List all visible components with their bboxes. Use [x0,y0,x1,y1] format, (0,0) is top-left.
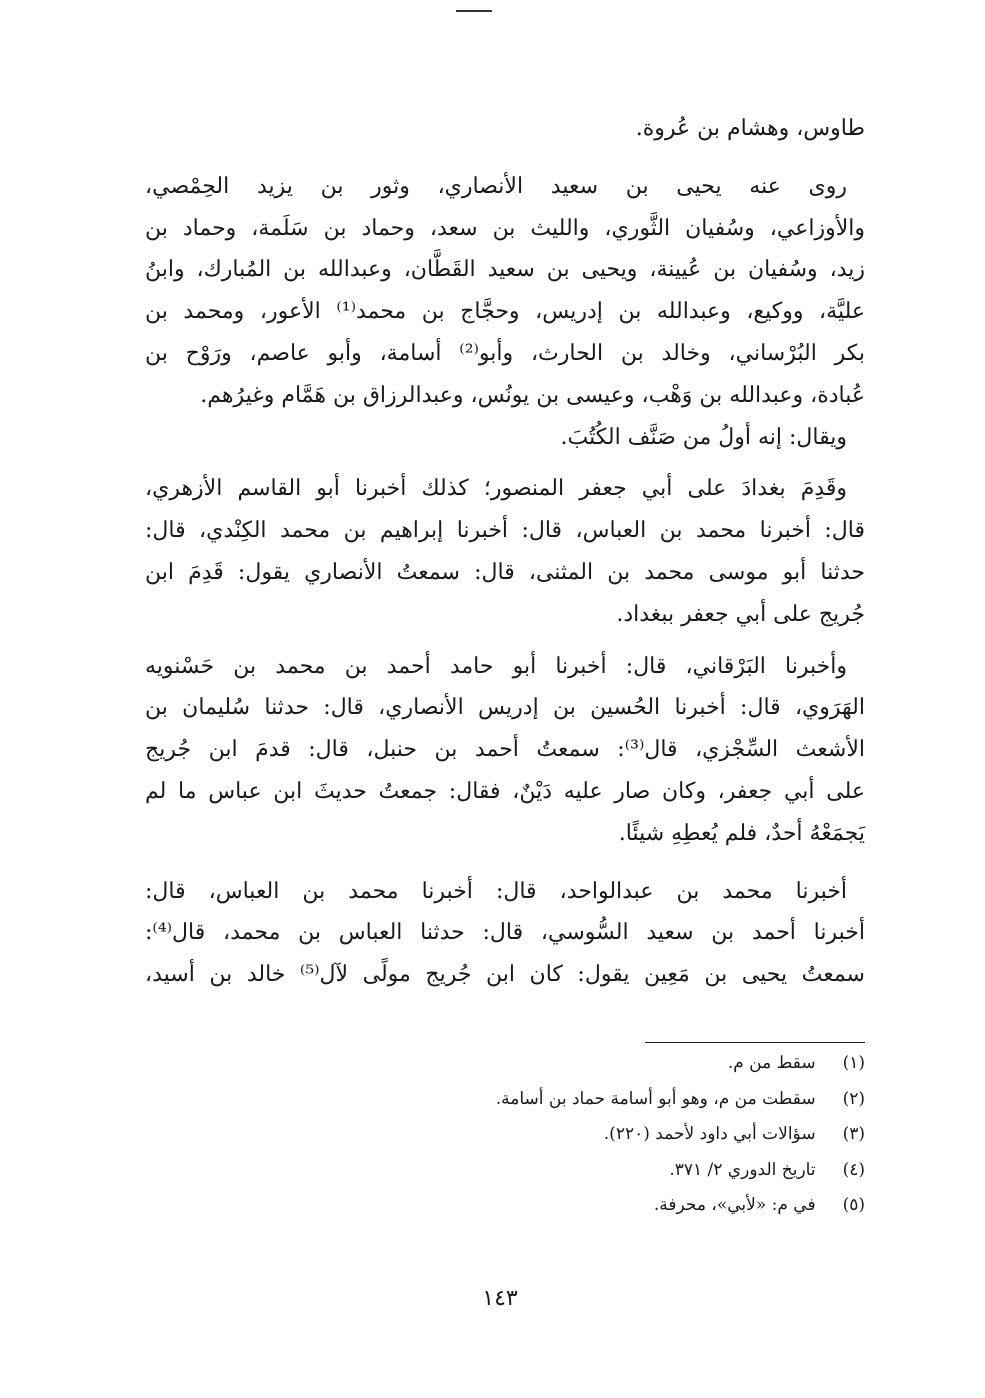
footnote-text: سقط من م. [727,1053,816,1073]
footnote-number: (٢) [842,1088,865,1109]
footnote-number: (٤) [842,1159,865,1180]
text-line: عُبادة، وعبدالله بن وَهْب، وعيسى بن يونُس، وعبدالرزاق بن هَمَّام وغيرُهم. [200,382,865,408]
text-line: على أبي جعفر، وكان صار عليه دَيْنٌ، فقال: جمعتُ حديثَ ابن عباس ما لم [145,778,865,804]
footnote [145,1117,865,1153]
footnote-text: تاريخ الدوري ٢/ ٣٧١. [669,1159,816,1180]
text-line: أخبرنا أحمد بن سعيد السُّوسي، قال: حدثنا العباس بن محمد، قال⁽⁴⁾: [145,920,865,946]
text-line: زيد، وسُفيان بن عُيينة، ويحيى بن سعيد القَطَّان، وعبدالله بن المُبارك، وابنُ [145,257,865,283]
text-line: والأوزاعي، وسُفيان الثَّوري، والليث بن سعد، وحماد بن سَلَمة، وحماد بن [145,215,865,241]
footnote-separator [645,1042,865,1043]
text-line: قال: أخبرنا محمد بن العباس، قال: أخبرنا إبراهيم بن محمد الكِنْدي، قال: [145,518,865,544]
footnotes [145,1046,865,1224]
text-line: سمعتُ يحيى بن مَعِين يقول: كان ابن جُريج مولًى لآل⁽⁵⁾ خالد بن أسيد، [145,962,865,988]
footnote [145,1188,865,1224]
text-line: ويقال: إنه أولُ من صَنَّف الكُتُبَ. [560,424,847,450]
text-line: طاوس، وهشام بن عُروة. [635,116,865,141]
footnote [145,1046,865,1082]
top-rule [456,10,492,12]
footnote-number: (٣) [842,1124,865,1144]
text-line: وقَدِمَ بغدادَ على أبي جعفر المنصور؛ كذلك أخبرنا أبو القاسم الأزهري، [145,476,847,502]
text-line: الهَرَوي، قال: أخبرنا الحُسين بن إدريس الأنصاري، قال: حدثنا سُليمان بن [145,695,865,721]
footnote-number: (٥) [842,1195,865,1215]
footnote-text: في م: «لأبي»، محرفة. [653,1195,816,1215]
text-line: عليَّة، ووكيع، وعبدالله بن إدريس، وحجَّاج بن محمد⁽¹⁾ الأعور، ومحمد بن [145,299,865,325]
text-line: أخبرنا محمد بن عبدالواحد، قال: أخبرنا محمد بن العباس، قال: [145,878,847,904]
text-line: روى عنه يحيى بن سعيد الأنصاري، وثور بن يزيد الحِمْصي، [145,173,847,199]
footnote [145,1153,865,1189]
text-line: بكر البُرْساني، وخالد بن الحارث، وأبو⁽²⁾ أسامة، وأبو عاصم، ورَوْح بن [145,340,866,366]
footnote-text: سقطت من م، وهو أبو أسامة حماد بن أسامة. [495,1088,816,1109]
text-line: جُريج على أبي جعفر ببغداد. [616,601,865,627]
text-line: حدثنا أبو موسى محمد بن المثنى، قال: سمعتُ الأنصاري يقول: قَدِمَ ابن [145,559,865,585]
page-number: ١٤٣ [482,1286,518,1311]
main-text [145,108,865,996]
footnote [145,1082,865,1118]
text-line: وأخبرنا البَرْقاني، قال: أخبرنا أبو حامد أحمد بن محمد بن حَسْنويه [145,653,847,679]
text-line: الأشعث السِّجْزي، قال⁽³⁾: سمعتُ أحمد بن حنبل، قال: قدمَ ابن جُريج [145,737,865,763]
footnote-number: (١) [842,1053,865,1073]
footnote-text: سؤالات أبي داود لأحمد (٢٢٠). [603,1124,816,1144]
text-line: يَجمَعْهُ أحدٌ، فلم يُعطِهِ شيئًا. [618,820,865,846]
